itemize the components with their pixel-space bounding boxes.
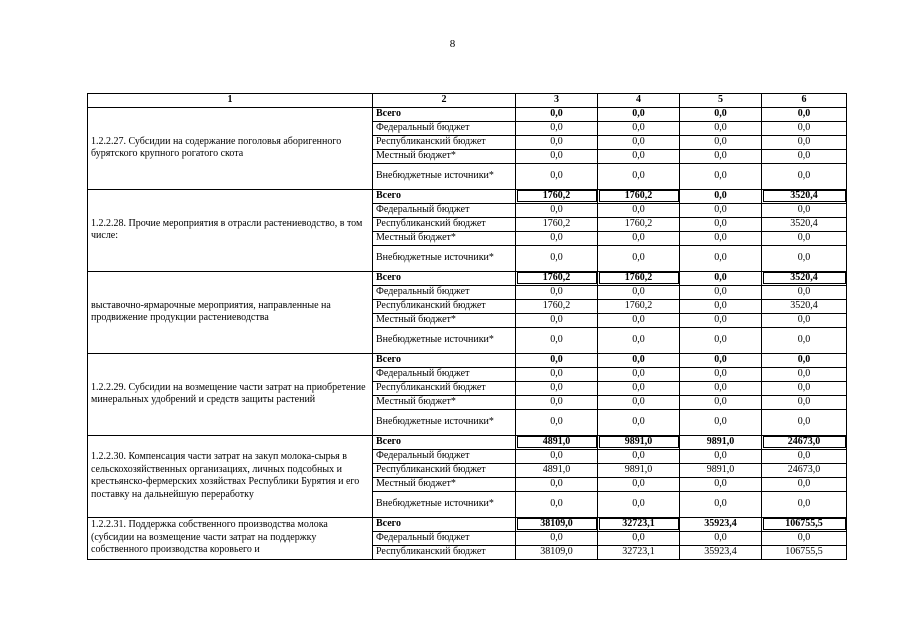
amount-cell: 0,0 bbox=[680, 327, 762, 353]
amount-cell: 0,0 bbox=[680, 203, 762, 217]
amount-cell: 9891,0 bbox=[680, 463, 762, 477]
amount-cell: 0,0 bbox=[680, 353, 762, 367]
funding-source: Республиканский бюджет bbox=[373, 217, 516, 231]
amount-cell: 1760,2 bbox=[598, 189, 680, 203]
funding-source: Внебюджетные источники* bbox=[373, 327, 516, 353]
amount-cell: 0,0 bbox=[680, 271, 762, 285]
section-title: 1.2.2.31. Поддержка собственного производства молока (субсидии на возмещение части затрат на поддержку собственного производства коровьего и bbox=[88, 517, 373, 559]
amount-cell: 0,0 bbox=[762, 135, 847, 149]
amount-cell: 0,0 bbox=[598, 367, 680, 381]
amount-cell: 38109,0 bbox=[516, 517, 598, 531]
funding-source: Местный бюджет* bbox=[373, 313, 516, 327]
funding-source: Федеральный бюджет bbox=[373, 449, 516, 463]
amount-cell: 0,0 bbox=[598, 449, 680, 463]
funding-source: Местный бюджет* bbox=[373, 231, 516, 245]
funding-source: Внебюджетные источники* bbox=[373, 163, 516, 189]
amount-cell: 0,0 bbox=[680, 395, 762, 409]
funding-source: Федеральный бюджет bbox=[373, 203, 516, 217]
amount-cell: 1760,2 bbox=[516, 299, 598, 313]
section-title: 1.2.2.30. Компенсация части затрат на закуп молока-сырья в сельскохозяйственных организациях, личных подсобных и крестьянско-фермерских хозяйствах Республики Бурятия и его поставку на дальнейшую переработку bbox=[88, 435, 373, 517]
amount-cell: 0,0 bbox=[762, 449, 847, 463]
amount-cell: 1760,2 bbox=[516, 271, 598, 285]
amount-cell: 0,0 bbox=[680, 449, 762, 463]
amount-cell: 0,0 bbox=[516, 491, 598, 517]
amount-cell: 0,0 bbox=[680, 245, 762, 271]
amount-cell: 0,0 bbox=[762, 491, 847, 517]
amount-cell: 0,0 bbox=[516, 409, 598, 435]
amount-cell: 4891,0 bbox=[516, 435, 598, 449]
amount-cell: 0,0 bbox=[680, 477, 762, 491]
amount-cell: 0,0 bbox=[762, 231, 847, 245]
column-header: 2 bbox=[373, 94, 516, 108]
amount-cell: 0,0 bbox=[762, 367, 847, 381]
funding-source: Федеральный бюджет bbox=[373, 531, 516, 545]
funding-source: Всего bbox=[373, 189, 516, 203]
amount-cell: 32723,1 bbox=[598, 545, 680, 559]
funding-source: Внебюджетные источники* bbox=[373, 245, 516, 271]
funding-source: Всего bbox=[373, 107, 516, 121]
amount-cell: 0,0 bbox=[598, 477, 680, 491]
table-body bbox=[88, 107, 847, 559]
amount-cell: 0,0 bbox=[516, 327, 598, 353]
amount-cell: 0,0 bbox=[516, 381, 598, 395]
amount-cell: 24673,0 bbox=[762, 435, 847, 449]
amount-cell: 1760,2 bbox=[598, 217, 680, 231]
amount-cell: 0,0 bbox=[762, 409, 847, 435]
amount-cell: 0,0 bbox=[598, 409, 680, 435]
amount-cell: 0,0 bbox=[762, 531, 847, 545]
budget-table bbox=[87, 93, 847, 560]
funding-source: Республиканский бюджет bbox=[373, 381, 516, 395]
amount-cell: 1760,2 bbox=[598, 271, 680, 285]
amount-cell: 106755,5 bbox=[762, 517, 847, 531]
amount-cell: 0,0 bbox=[516, 477, 598, 491]
amount-cell: 0,0 bbox=[762, 381, 847, 395]
amount-cell: 0,0 bbox=[598, 245, 680, 271]
amount-cell: 0,0 bbox=[516, 107, 598, 121]
amount-cell: 38109,0 bbox=[516, 545, 598, 559]
amount-cell: 0,0 bbox=[598, 163, 680, 189]
amount-cell: 0,0 bbox=[516, 245, 598, 271]
amount-cell: 0,0 bbox=[516, 353, 598, 367]
amount-cell: 0,0 bbox=[680, 189, 762, 203]
amount-cell: 0,0 bbox=[680, 163, 762, 189]
amount-cell: 0,0 bbox=[680, 409, 762, 435]
table-row bbox=[88, 189, 847, 203]
amount-cell: 1760,2 bbox=[516, 217, 598, 231]
amount-cell: 0,0 bbox=[516, 395, 598, 409]
table-row bbox=[88, 517, 847, 531]
amount-cell: 0,0 bbox=[598, 203, 680, 217]
funding-source: Внебюджетные источники* bbox=[373, 491, 516, 517]
amount-cell: 0,0 bbox=[762, 163, 847, 189]
amount-cell: 0,0 bbox=[680, 231, 762, 245]
amount-cell: 3520,4 bbox=[762, 299, 847, 313]
amount-cell: 0,0 bbox=[516, 449, 598, 463]
amount-cell: 0,0 bbox=[516, 135, 598, 149]
funding-source: Республиканский бюджет bbox=[373, 463, 516, 477]
funding-source: Республиканский бюджет bbox=[373, 135, 516, 149]
funding-source: Федеральный бюджет bbox=[373, 121, 516, 135]
amount-cell: 4891,0 bbox=[516, 463, 598, 477]
column-header: 4 bbox=[598, 94, 680, 108]
table-row bbox=[88, 435, 847, 449]
amount-cell: 0,0 bbox=[516, 285, 598, 299]
amount-cell: 0,0 bbox=[516, 231, 598, 245]
amount-cell: 0,0 bbox=[762, 395, 847, 409]
column-header: 6 bbox=[762, 94, 847, 108]
amount-cell: 0,0 bbox=[598, 107, 680, 121]
amount-cell: 0,0 bbox=[598, 285, 680, 299]
amount-cell: 0,0 bbox=[680, 149, 762, 163]
amount-cell: 1760,2 bbox=[598, 299, 680, 313]
column-header: 3 bbox=[516, 94, 598, 108]
amount-cell: 0,0 bbox=[598, 381, 680, 395]
amount-cell: 0,0 bbox=[680, 135, 762, 149]
amount-cell: 0,0 bbox=[516, 149, 598, 163]
funding-source: Федеральный бюджет bbox=[373, 285, 516, 299]
amount-cell: 0,0 bbox=[598, 231, 680, 245]
amount-cell: 0,0 bbox=[516, 203, 598, 217]
amount-cell: 35923,4 bbox=[680, 545, 762, 559]
amount-cell: 0,0 bbox=[680, 381, 762, 395]
funding-source: Местный бюджет* bbox=[373, 149, 516, 163]
table-row bbox=[88, 271, 847, 285]
amount-cell: 0,0 bbox=[680, 313, 762, 327]
funding-source: Республиканский бюджет bbox=[373, 545, 516, 559]
amount-cell: 3520,4 bbox=[762, 217, 847, 231]
amount-cell: 0,0 bbox=[516, 313, 598, 327]
amount-cell: 0,0 bbox=[598, 395, 680, 409]
amount-cell: 0,0 bbox=[598, 149, 680, 163]
amount-cell: 0,0 bbox=[762, 245, 847, 271]
amount-cell: 0,0 bbox=[516, 531, 598, 545]
amount-cell: 0,0 bbox=[680, 285, 762, 299]
amount-cell: 0,0 bbox=[598, 121, 680, 135]
amount-cell: 0,0 bbox=[762, 149, 847, 163]
amount-cell: 0,0 bbox=[680, 121, 762, 135]
section-title: выставочно-ярмарочные мероприятия, направленные на продвижение продукции растениеводства bbox=[88, 271, 373, 353]
amount-cell: 0,0 bbox=[762, 327, 847, 353]
amount-cell: 0,0 bbox=[680, 299, 762, 313]
amount-cell: 0,0 bbox=[762, 353, 847, 367]
amount-cell: 9891,0 bbox=[598, 463, 680, 477]
funding-source: Всего bbox=[373, 517, 516, 531]
funding-source: Всего bbox=[373, 271, 516, 285]
section-title: 1.2.2.28. Прочие мероприятия в отрасли растениеводство, в том числе: bbox=[88, 189, 373, 271]
amount-cell: 0,0 bbox=[516, 163, 598, 189]
amount-cell: 0,0 bbox=[762, 107, 847, 121]
amount-cell: 32723,1 bbox=[598, 517, 680, 531]
amount-cell: 0,0 bbox=[680, 491, 762, 517]
amount-cell: 106755,5 bbox=[762, 545, 847, 559]
header-row bbox=[88, 94, 847, 108]
amount-cell: 0,0 bbox=[598, 353, 680, 367]
amount-cell: 0,0 bbox=[762, 285, 847, 299]
funding-source: Внебюджетные источники* bbox=[373, 409, 516, 435]
amount-cell: 0,0 bbox=[598, 313, 680, 327]
funding-source: Республиканский бюджет bbox=[373, 299, 516, 313]
funding-source: Всего bbox=[373, 435, 516, 449]
amount-cell: 0,0 bbox=[762, 477, 847, 491]
amount-cell: 9891,0 bbox=[680, 435, 762, 449]
amount-cell: 0,0 bbox=[516, 367, 598, 381]
amount-cell: 0,0 bbox=[598, 327, 680, 353]
amount-cell: 0,0 bbox=[680, 367, 762, 381]
amount-cell: 0,0 bbox=[762, 203, 847, 217]
amount-cell: 9891,0 bbox=[598, 435, 680, 449]
amount-cell: 0,0 bbox=[598, 135, 680, 149]
funding-source: Федеральный бюджет bbox=[373, 367, 516, 381]
amount-cell: 35923,4 bbox=[680, 517, 762, 531]
amount-cell: 0,0 bbox=[680, 217, 762, 231]
amount-cell: 0,0 bbox=[516, 121, 598, 135]
amount-cell: 3520,4 bbox=[762, 189, 847, 203]
amount-cell: 0,0 bbox=[762, 313, 847, 327]
table-row bbox=[88, 353, 847, 367]
amount-cell: 0,0 bbox=[762, 121, 847, 135]
funding-source: Всего bbox=[373, 353, 516, 367]
amount-cell: 0,0 bbox=[598, 491, 680, 517]
column-header: 5 bbox=[680, 94, 762, 108]
page-number: 8 bbox=[449, 38, 456, 50]
amount-cell: 0,0 bbox=[598, 531, 680, 545]
amount-cell: 24673,0 bbox=[762, 463, 847, 477]
funding-source: Местный бюджет* bbox=[373, 477, 516, 491]
funding-source: Местный бюджет* bbox=[373, 395, 516, 409]
amount-cell: 1760,2 bbox=[516, 189, 598, 203]
section-title: 1.2.2.27. Субсидии на содержание поголовья аборигенного бурятского крупного рогатого скота bbox=[88, 107, 373, 189]
amount-cell: 0,0 bbox=[680, 107, 762, 121]
amount-cell: 3520,4 bbox=[762, 271, 847, 285]
section-title: 1.2.2.29. Субсидии на возмещение части затрат на приобретение минеральных удобрений и средств защиты растений bbox=[88, 353, 373, 435]
column-header: 1 bbox=[88, 94, 373, 108]
table-row bbox=[88, 107, 847, 121]
amount-cell: 0,0 bbox=[680, 531, 762, 545]
